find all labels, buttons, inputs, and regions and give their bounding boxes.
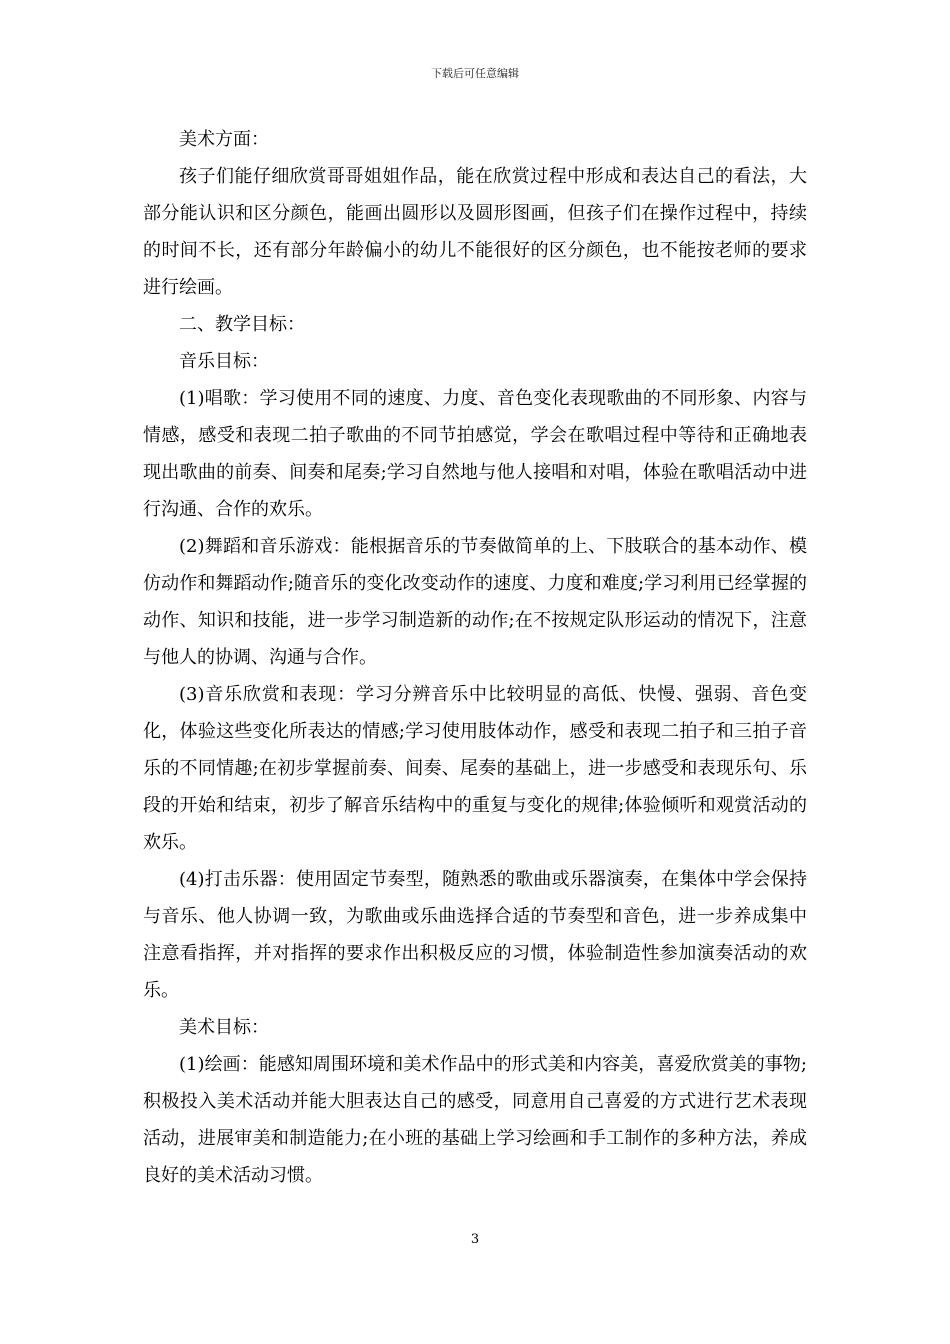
paragraph-dance-games: (2)舞蹈和音乐游戏：能根据音乐的节奏做简单的上、下肢联合的基本动作、模仿动作和舞蹈动作;随音乐的变化改变动作的速度、力度和难度;学习利用已经掌握的动作、知识和技能，进一步学习制造新的动作;在不按规定队形运动的情况下，注意与他人的协调、沟通与合作。 [143,536,807,668]
section-heading-art-status: 美术方面： [179,129,269,150]
section-heading-music-goals: 音乐目标： [179,351,269,372]
paragraph-music-appreciation: (3)音乐欣赏和表现：学习分辨音乐中比较明显的高低、快慢、强弱、音色变化，体验这些变化所表达的情感;学习使用肢体动作，感受和表现二拍子和三拍子音乐的不同情趣;在初步掌握前奏、间奏、尾奏的基础上，进一步感受和表现乐句、乐段的开始和结束，初步了解音乐结构中的重复与变化的规律;体验倾听和观赏活动的欢乐。 [143,684,807,853]
paragraph-percussion: (4)打击乐器：使用固定节奏型，随熟悉的歌曲或乐器演奏，在集体中学会保持与音乐、他人协调一致，为歌曲或乐曲选择合适的节奏型和音色，进一步养成集中注意看指挥，并对指挥的要求作出积极反应的习惯，体验制造性参加演奏活动的欢乐。 [143,869,807,1001]
page-header: 下载后可任意编辑 [431,67,519,80]
section-heading-art-goals: 美术目标： [179,1017,269,1038]
page-number: 3 [470,1232,480,1247]
paragraph-singing: (1)唱歌：学习使用不同的速度、力度、音色变化表现歌曲的不同形象、内容与情感，感受和表现二拍子歌曲的不同节拍感觉，学会在歌唱过程中等待和正确地表现出歌曲的前奏、间奏和尾奏;学习自然地与他人接唱和对唱，体验在歌唱活动中进行沟通、合作的欢乐。 [143,388,807,520]
document-body [143,121,807,1194]
section-heading-teaching-goals: 二、教学目标： [179,314,305,335]
paragraph-art-status: 孩子们能仔细欣赏哥哥姐姐作品，能在欣赏过程中形成和表达自己的看法，大部分能认识和区分颜色，能画出圆形以及圆形图画，但孩子们在操作过程中，持续的时间不长，还有部分年龄偏小的幼儿不能很好的区分颜色，也不能按老师的要求进行绘画。 [143,166,807,298]
paragraph-drawing: (1)绘画：能感知周围环境和美术作品中的形式美和内容美，喜爱欣赏美的事物;积极投入美术活动并能大胆表达自己的感受，同意用自己喜爱的方式进行艺术表现活动，进展审美和制造能力;在小班的基础上学习绘画和手工制作的多种方法，养成良好的美术活动习惯。 [143,1054,807,1186]
